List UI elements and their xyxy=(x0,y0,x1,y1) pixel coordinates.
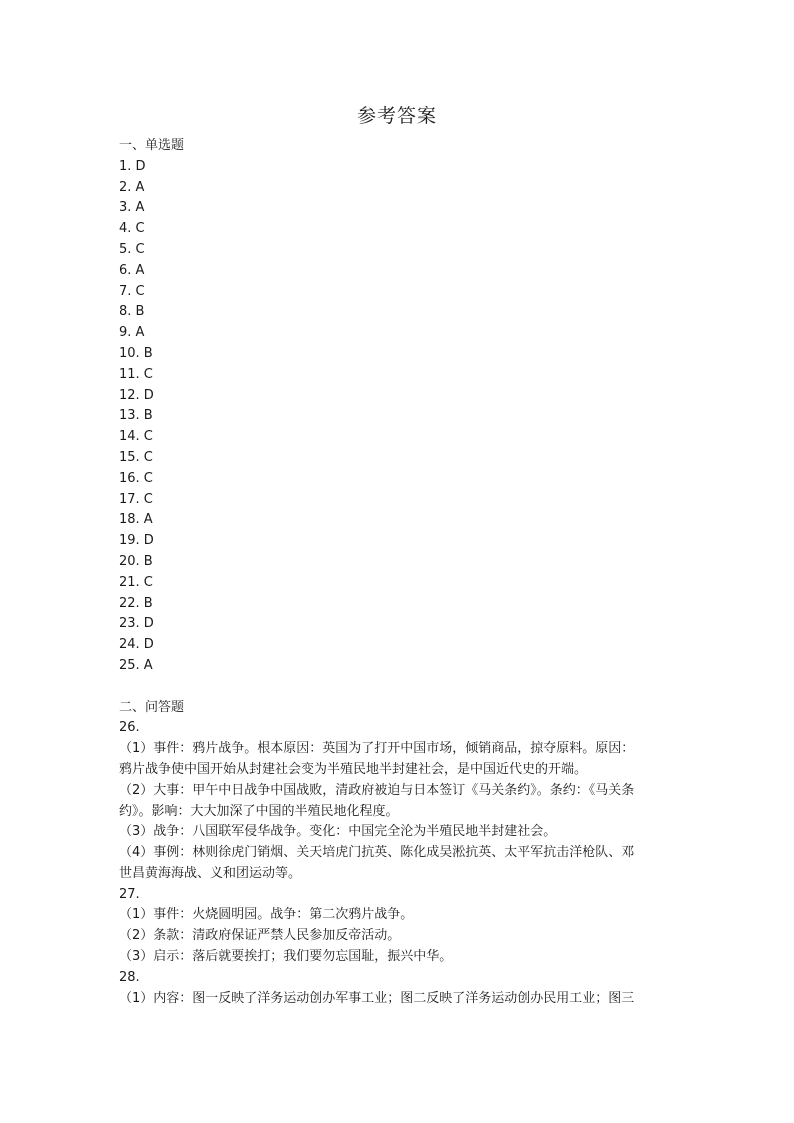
answer-item: 19. D xyxy=(119,533,154,549)
answer-item: 5. C xyxy=(119,241,145,257)
answer-item: 12. D xyxy=(119,387,154,403)
answer-item: 10. B xyxy=(119,345,153,361)
single-choice-answer-list xyxy=(119,157,679,677)
answer-line: （3）启示：落后就要挨打；我们要勿忘国耻，振兴中华。 xyxy=(119,949,453,965)
answer-item: 3. A xyxy=(119,200,145,216)
answer-item: 20. B xyxy=(119,553,153,569)
answer-item: 2. A xyxy=(119,179,145,195)
page-title: 参考答案 xyxy=(356,105,437,127)
answer-item: 7. C xyxy=(119,283,145,299)
answer-line: 世昌黄海海战、义和团运动等。 xyxy=(119,865,302,881)
answer-item: 8. B xyxy=(119,304,145,320)
answer-item: 15. C xyxy=(119,449,153,465)
question-28 xyxy=(119,968,679,1010)
answer-item: 4. C xyxy=(119,221,145,237)
answer-item: 11. C xyxy=(119,366,153,382)
question-26 xyxy=(119,718,679,884)
answer-line: （2）条款：清政府保证严禁人民参加反帝活动。 xyxy=(119,928,401,944)
answer-line: （4）事例：林则徐虎门销烟、关天培虎门抗英、陈化成吴淞抗英、太平军抗击洋枪队、邓 xyxy=(119,845,635,861)
answer-line: （1）内容：图一反映了洋务运动创办军事工业；图二反映了洋务运动创办民用工业；图三 xyxy=(119,990,635,1006)
answer-item: 25. A xyxy=(119,657,153,673)
answer-line: （1）事件：火烧圆明园。战争：第二次鸦片战争。 xyxy=(119,907,414,923)
section-spacer xyxy=(119,677,679,698)
answer-item: 16. C xyxy=(119,470,153,486)
answer-line: （1）事件：鸦片战争。根本原因：英国为了打开中国市场，倾销商品，掠夺原料。原因： xyxy=(119,741,635,757)
question-number: 28. xyxy=(119,969,140,985)
answer-item: 22. B xyxy=(119,595,153,611)
answer-item: 18. A xyxy=(119,512,153,528)
answer-item: 23. D xyxy=(119,616,154,632)
answer-item: 1. D xyxy=(119,158,146,174)
section-heading-short-answer: 二、问答题 xyxy=(119,699,185,715)
answer-line: （3）战争：八国联军侵华战争。变化：中国完全沦为半殖民地半封建社会。 xyxy=(119,824,557,840)
question-27 xyxy=(119,885,679,968)
answer-item: 17. C xyxy=(119,491,153,507)
section-heading-single-choice: 一、单选题 xyxy=(119,138,185,153)
answer-item: 24. D xyxy=(119,637,154,653)
answer-item: 14. C xyxy=(119,429,153,445)
question-number: 26. xyxy=(119,720,140,736)
answer-line: 约》。影响：大大加深了中国的半殖民地化程度。 xyxy=(119,803,399,819)
answer-content xyxy=(119,136,679,1009)
answer-line: （2）大事：甲午中日战争中国战败，清政府被迫与日本签订《马关条约》。条约：《马关条 xyxy=(119,782,635,798)
answer-item: 9. A xyxy=(119,325,145,341)
answer-item: 21. C xyxy=(119,574,153,590)
answer-line: 鸦片战争使中国开始从封建社会变为半殖民地半封建社会，是中国近代史的开端。 xyxy=(119,761,588,777)
question-number: 27. xyxy=(119,886,140,902)
answer-item: 6. A xyxy=(119,262,145,278)
answer-item: 13. B xyxy=(119,408,153,424)
